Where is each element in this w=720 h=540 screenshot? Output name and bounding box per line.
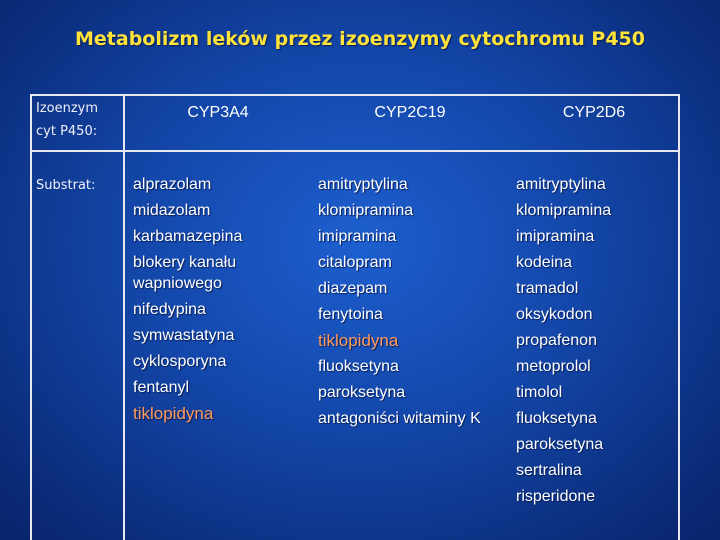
list-item: fenytoina [318,306,383,323]
row-header-label: Izoenzym cyt P450: [36,101,99,139]
table-border-left [30,94,32,540]
list-item: blokery kanału wapniowego [133,254,237,292]
list-item: risperidone [516,488,596,505]
list-item: antagoniści witaminy K [318,410,481,427]
list-item: sertralina [516,462,582,479]
list-item: citalopram [318,254,392,271]
substrate-list-cyp3a4 [133,172,283,427]
list-item: alprazolam [133,176,212,193]
table-header-divider [30,150,680,152]
list-item: midazolam [133,202,211,219]
table-col-divider-1 [123,94,125,540]
list-item-highlighted: tiklopidyna [133,404,214,423]
list-item: metoprolol [516,358,591,375]
list-item: fluoksetyna [318,358,399,375]
list-item: karbamazepina [133,228,243,245]
list-item-highlighted: tiklopidyna [318,331,399,350]
row-substrate-label: Substrat: [36,178,96,193]
column-header-cyp2c19: CYP2C19 [374,104,446,121]
list-item: oksykodon [516,306,593,323]
table-border-top [30,94,680,96]
table-border-right [678,94,680,540]
list-item: fentanyl [133,379,190,396]
list-item: symwastatyna [133,327,235,344]
column-header-cyp2d6: CYP2D6 [562,104,626,121]
list-item: nifedypina [133,301,206,318]
list-item: amitryptylina [516,176,606,193]
column-header-cyp3a4: CYP3A4 [187,104,249,121]
list-item: tramadol [516,280,579,297]
list-item: fluoksetyna [516,410,597,427]
list-item: paroksetyna [318,384,406,401]
list-item: imipramina [516,228,595,245]
list-item: klomipramina [516,202,612,219]
list-item: timolol [516,384,563,401]
list-item: diazepam [318,280,388,297]
list-item: amitryptylina [318,176,408,193]
list-item: imipramina [318,228,397,245]
list-item: kodeina [516,254,573,271]
slide-title: Metabolizm leków przez izoenzymy cytochromu P450 [75,28,645,50]
list-item: klomipramina [318,202,414,219]
substrate-list-cyp2c19 [318,172,508,432]
substrate-list-cyp2d6 [516,172,674,510]
list-item: cyklosporyna [133,353,227,370]
list-item: paroksetyna [516,436,604,453]
list-item: propafenon [516,332,597,349]
